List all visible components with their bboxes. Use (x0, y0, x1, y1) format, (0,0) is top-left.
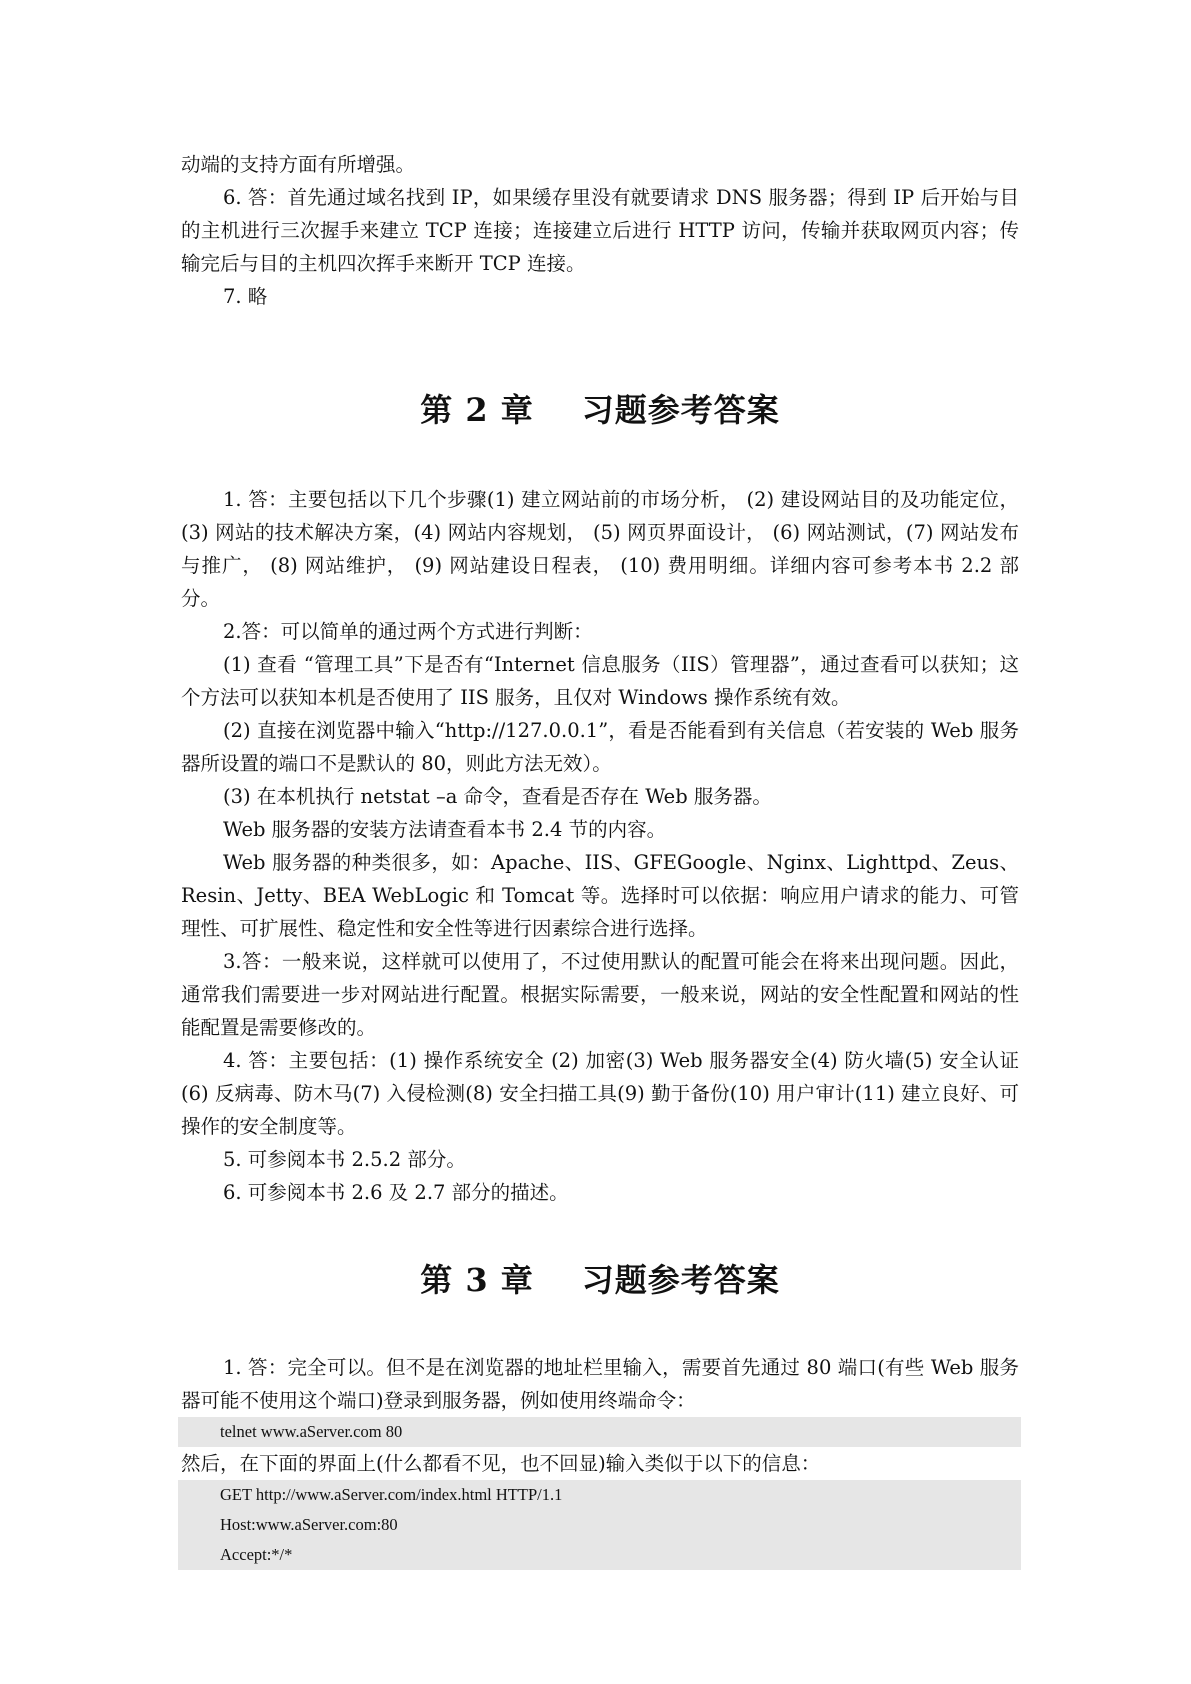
answer-7: 7. 略 (223, 285, 268, 308)
chapter-3-number: 第 3 章 (420, 1261, 534, 1299)
chapter-3-heading (181, 1255, 1019, 1301)
code-block-telnet (178, 1417, 1021, 1447)
ch3-answer-1: 1. 答：完全可以。但不是在浏览器的地址栏里输入，需要首先通过 80 端口(有些 Web 服务器可能不使用这个端口)登录到服务器，例如使用终端命令： (181, 1356, 1019, 1412)
ch2-server-types: Web 服务器的种类很多，如：Apache、IIS、GFEGoogle、Nginx、Lighttpd、Zeus、Resin、Jetty、BEA WebLogic 和 Tomcat 等。选择时可以依据：响应用户请求的能力、可管理性、可扩展性、稳定性和安全性等进行因素综合进行选择。 (181, 851, 1019, 940)
code-line: Accept:*/* (220, 1545, 293, 1564)
ch2-install-note: Web 服务器的安装方法请查看本书 2.4 节的内容。 (223, 818, 667, 841)
ch2-answer-2-item-3: (3) 在本机执行 netstat –a 命令，查看是否存在 Web 服务器。 (223, 785, 772, 808)
answer-6: 6. 答：首先通过域名找到 IP，如果缓存里没有就要请求 DNS 服务器；得到 IP 后开始与目的主机进行三次握手来建立 TCP 连接；连接建立后进行 HTTP 访问，传输并获取网页内容；传输完后与目的主机四次挥手来断开 TCP 连接。 (181, 186, 1019, 275)
code-line: GET http://www.aServer.com/index.html HTTP/1.1 (220, 1485, 563, 1504)
chapter-2-title: 习题参考答案 (581, 391, 780, 429)
ch2-answer-6: 6. 可参阅本书 2.6 及 2.7 部分的描述。 (223, 1181, 569, 1204)
ch2-answer-4: 4. 答：主要包括：(1) 操作系统安全 (2) 加密(3) Web 服务器安全(4) 防火墙(5) 安全认证(6) 反病毒、防木马(7) 入侵检测(8) 安全扫描工具(9) 勤于备份(10) 用户审计(11) 建立良好、可操作的安全制度等。 (181, 1049, 1019, 1138)
paragraph-continuation: 动端的支持方面有所增强。 (181, 153, 416, 176)
ch2-answer-2: 2.答：可以简单的通过两个方式进行判断： (223, 620, 593, 643)
chapter-2-number: 第 2 章 (420, 391, 534, 429)
chapter-2-heading (181, 385, 1019, 431)
ch2-answer-1: 1. 答：主要包括以下几个步骤(1) 建立网站前的市场分析， (2) 建设网站目的及功能定位，(3) 网站的技术解决方案，(4) 网站内容规划， (5) 网页界面设计， (6) 网站测试，(7) 网站发布与推广， (8) 网站维护， (9) 网站建设日程表， (10) 费用明细。详细内容可参考本书 2.2 部分。 (181, 488, 1019, 610)
code-block-http-request (178, 1480, 1021, 1570)
chapter-3-title: 习题参考答案 (581, 1261, 780, 1299)
ch2-answer-2-item-1: (1) 查看 “管理工具”下是否有“Internet 信息服务（IIS）管理器”，通过查看可以获知；这个方法可以获知本机是否使用了 IIS 服务，且仅对 Windows 操作系统有效。 (181, 653, 1019, 709)
ch2-answer-2-item-2: (2) 直接在浏览器中输入“http://127.0.0.1”，看是否能看到有关信息（若安装的 Web 服务器所设置的端口不是默认的 80，则此方法无效）。 (181, 719, 1019, 775)
ch2-answer-5: 5. 可参阅本书 2.5.2 部分。 (223, 1148, 466, 1171)
ch2-answer-3: 3.答：一般来说，这样就可以使用了，不过使用默认的配置可能会在将来出现问题。因此，通常我们需要进一步对网站进行配置。根据实际需要，一般来说，网站的安全性配置和网站的性能配置是需要修改的。 (181, 950, 1019, 1039)
ch3-after-text: 然后，在下面的界面上(什么都看不见，也不回显)输入类似于以下的信息： (181, 1452, 821, 1475)
code-line: telnet www.aServer.com 80 (220, 1422, 403, 1441)
code-line: Host:www.aServer.com:80 (220, 1515, 398, 1534)
page-content (181, 148, 1019, 1570)
